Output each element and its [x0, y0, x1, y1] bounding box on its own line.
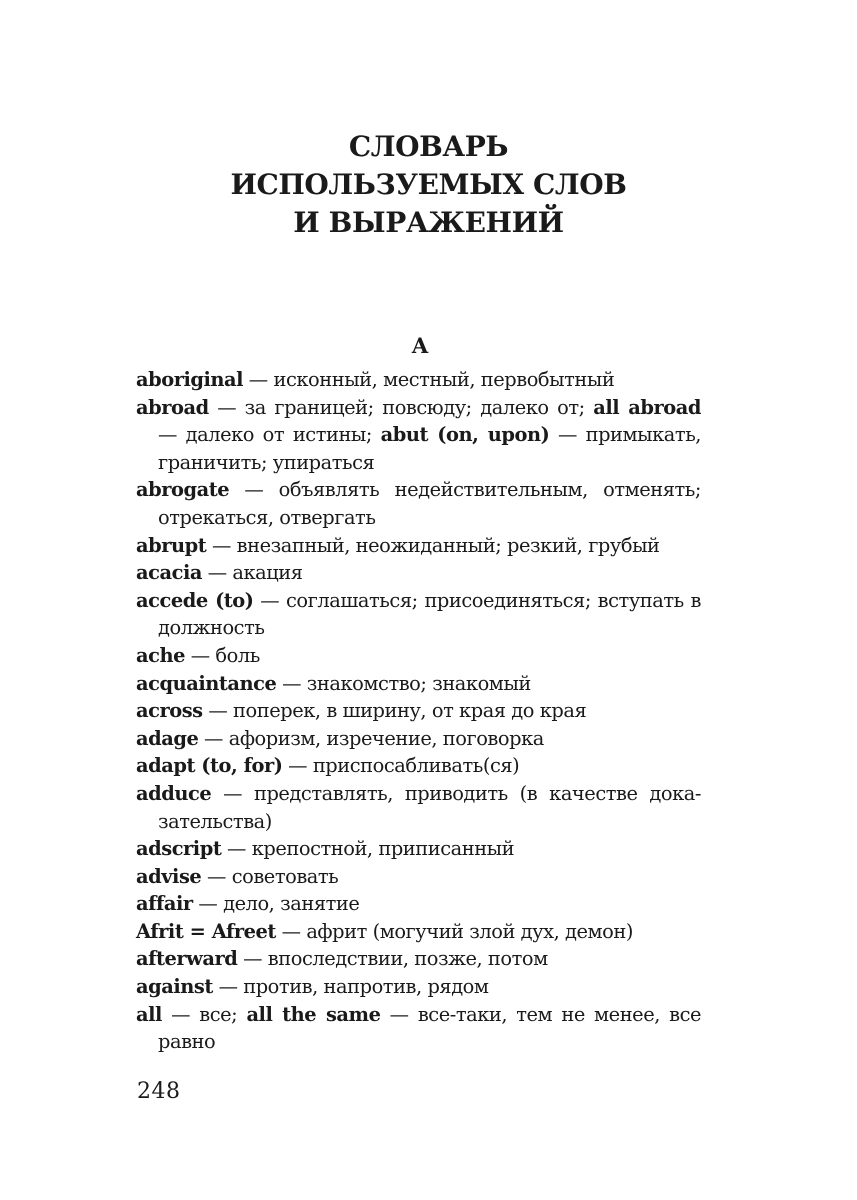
headword: all abroad [593, 395, 701, 419]
headword: adduce [136, 781, 212, 805]
separator: — [192, 892, 224, 916]
definition: акация [232, 561, 303, 585]
definition: представлять, приводить (в качестве дока-зательства) [158, 781, 701, 833]
definition: знакомство; знакомый [306, 671, 531, 695]
definition: афоризм, изречение, поговорка [228, 726, 544, 750]
headword: advise [136, 864, 202, 888]
entry-against [136, 973, 701, 1001]
entry-adscript [136, 835, 701, 863]
definition: поперек, в ширину, от края до края [233, 699, 587, 723]
separator: — [158, 423, 186, 447]
headword: afterward [136, 947, 238, 971]
definition: за границей; повсюду; далеко от; [244, 395, 594, 419]
entry-accede [136, 587, 701, 642]
definition: крепостной, приписанный [251, 837, 515, 861]
definition: впоследствии, позже, потом [267, 947, 548, 971]
definition: приспосабливать(ся) [312, 754, 520, 778]
entry-across [136, 697, 701, 725]
definition: африт (могучий злой дух, демон) [306, 919, 633, 943]
headword: abut (on, upon) [380, 423, 550, 447]
entry-abrupt [136, 532, 701, 560]
separator: — [276, 671, 307, 695]
separator: — [201, 864, 232, 888]
headword: aboriginal [136, 368, 244, 391]
headword: all the same [246, 1002, 381, 1026]
headword: affair [136, 892, 193, 916]
definition: внезапный, неожиданный; резкий, грубый [236, 533, 660, 557]
headword: Afrit = Afreet [136, 919, 276, 943]
definition: далеко от истины; [185, 423, 381, 447]
headword: abrupt [136, 533, 207, 557]
title-line-3: И ВЫРАЖЕНИЙ [293, 206, 564, 239]
entry-acquaintance [136, 670, 701, 698]
entry-aboriginal [136, 366, 701, 394]
separator: — [202, 699, 234, 723]
dictionary-entries [136, 366, 701, 1056]
definition: против, напротив, рядом [243, 975, 489, 999]
headword: all [136, 1002, 162, 1026]
definition: исконный, местный, первобытный [273, 368, 615, 391]
headword: acquaintance [136, 671, 277, 695]
headword: adage [136, 726, 199, 750]
definition: соглашаться; присоединяться; вступать в должность [158, 588, 702, 640]
entry-affair [136, 890, 701, 918]
separator: — [185, 643, 216, 667]
entry-advise [136, 863, 701, 891]
separator: — [282, 754, 313, 778]
headword: across [136, 699, 203, 723]
entry-acacia [136, 559, 701, 587]
entry-ache [136, 642, 701, 670]
headword: acacia [136, 561, 202, 585]
entry-all [136, 1001, 701, 1056]
entry-afterward [136, 945, 701, 973]
entry-abrogate [136, 476, 701, 531]
headword: abroad [136, 395, 209, 419]
separator: — [198, 726, 229, 750]
title-line-1: СЛОВАРЬ [348, 130, 509, 163]
separator: — [549, 423, 586, 447]
separator: — [380, 1002, 418, 1026]
definition: советовать [231, 864, 339, 888]
separator: — [221, 837, 252, 861]
separator: — [211, 781, 254, 805]
headword: against [136, 975, 213, 999]
separator: — [229, 478, 279, 502]
entry-adduce [136, 780, 701, 835]
separator: — [237, 947, 268, 971]
separator: — [212, 975, 244, 999]
entry-afrit [136, 918, 701, 946]
title-line-2: ИСПОЛЬЗУЕМЫХ СЛОВ [230, 168, 627, 201]
separator: — [243, 368, 274, 391]
headword: adscript [136, 837, 222, 861]
page-title [0, 128, 857, 242]
definition: все-таки, тем не менее, все равно [158, 1002, 702, 1054]
separator: — [253, 588, 287, 612]
headword: adapt (to, for) [136, 754, 283, 778]
separator: — [201, 561, 233, 585]
definition: примыкать, граничить; упираться [158, 423, 702, 474]
definition: объявлять недействительным, отменять; отрекаться, отвергать [158, 478, 701, 529]
separator: — [275, 919, 307, 943]
separator: — [161, 1002, 200, 1026]
entry-adage [136, 725, 701, 753]
page-number: 248 [137, 1079, 181, 1104]
headword: ache [136, 643, 186, 667]
section-letter: A [411, 333, 429, 358]
headword: abrogate [136, 478, 230, 502]
separator: — [206, 533, 237, 557]
headword: accede (to) [136, 588, 254, 612]
entry-abroad [136, 394, 701, 477]
entry-adapt [136, 752, 701, 780]
definition: дело, занятие [223, 892, 360, 916]
separator: — [208, 395, 245, 419]
definition: все; [199, 1002, 247, 1026]
definition: боль [215, 643, 260, 667]
